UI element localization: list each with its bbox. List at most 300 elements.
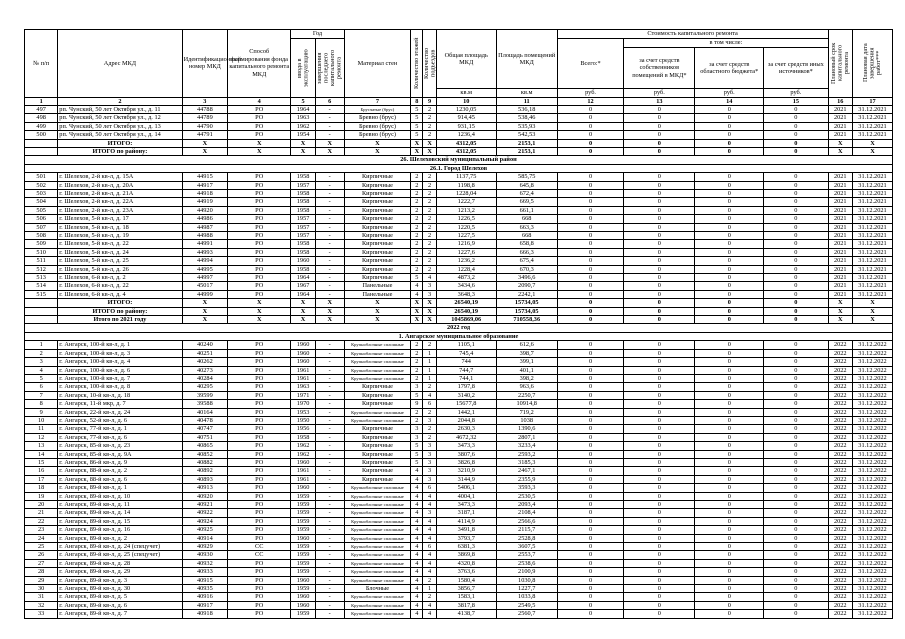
table-cell: Крупноблочные сплошные [344,610,411,618]
table-cell: 4004,1 [436,492,496,500]
table-cell: Кирпичные [344,400,411,408]
table-cell: 3 [411,425,423,433]
table-cell: рп. Чунский, 50 лет Октября ул., д. 13 [58,122,182,130]
total-row [25,299,893,307]
table-cell: 1960 [291,458,315,466]
table-cell: 0 [624,307,695,315]
table-cell: 0 [695,458,764,466]
table-cell: 4 [411,543,423,551]
table-cell: 2528,8 [496,534,557,542]
table-cell: 2 [423,215,436,223]
table-row [25,408,893,416]
table-cell: 0 [624,122,695,130]
table-cell: 31.12.2022 [852,484,892,492]
table-cell: - [315,374,344,382]
table-cell: 0 [557,131,624,139]
table-cell: г. Ангарск, 89-й кв-л, д. 10 [58,492,182,500]
table-cell: 4 [423,391,436,399]
table-cell: 1960 [291,358,315,366]
table-cell: 44917 [182,181,228,189]
table-cell: 31.12.2022 [852,534,892,542]
table-cell: РО [228,585,291,593]
header-id: Идентификационный номер МКД [182,30,228,98]
table-cell: 3 [25,358,58,366]
table-cell: 44790 [182,122,228,130]
table-cell: 0 [557,282,624,290]
table-cell: 9 [25,408,58,416]
table-cell: 1583,1 [436,593,496,601]
table-cell: 507 [25,223,58,231]
table-cell: 31.12.2022 [852,450,892,458]
table-cell: Кирпичные [344,433,411,441]
table-cell: Кирпичные [344,458,411,466]
column-number: 12 [557,97,624,105]
table-cell: 0 [557,358,624,366]
table-cell: 2 [423,576,436,584]
table-cell: 2021 [828,131,852,139]
table-cell: 0 [624,391,695,399]
table-cell: г. Ангарск, 11-й мкр, д. 7 [58,400,182,408]
table-cell: X [315,139,344,147]
table-cell: 31.12.2021 [852,223,892,231]
table-cell: 31.12.2022 [852,358,892,366]
table-cell: 2022 [828,534,852,542]
table-cell: 0 [695,240,764,248]
table-cell: - [315,585,344,593]
table-cell: 1953 [291,408,315,416]
table-cell: РО [228,374,291,382]
table-cell: 498 [25,114,58,122]
header-no: № п/п [25,30,58,98]
table-cell: 2021 [828,274,852,282]
table-cell: 0 [695,341,764,349]
table-cell: 0 [764,248,828,256]
table-cell: 0 [557,475,624,483]
table-cell: X [182,147,228,155]
table-cell: 0 [764,568,828,576]
table-cell: 0 [624,467,695,475]
table-cell: 0 [695,425,764,433]
table-row [25,248,893,256]
table-cell: 2021 [828,198,852,206]
table-cell: 0 [695,576,764,584]
table-cell: 4 [423,534,436,542]
table-cell: 2 [423,265,436,273]
table-cell: X [344,147,411,155]
table-cell: Крупноблочные сплошные [344,366,411,374]
table-cell: 3144,9 [436,475,496,483]
table-cell: 11 [25,425,58,433]
table-cell: 15734,05 [496,299,557,307]
table-cell: 31.12.2022 [852,374,892,382]
table-cell: г. Ангарск, 89-й кв-л, д. 28 [58,559,182,567]
table-cell: 0 [624,501,695,509]
table-cell: 2022 [828,543,852,551]
table-cell: 26540,19 [436,307,496,315]
table-cell: 2 [411,265,423,273]
table-cell: 0 [695,307,764,315]
table-cell: 502 [25,181,58,189]
table-cell: 0 [557,240,624,248]
table-cell: X [291,299,315,307]
table-cell: 0 [764,526,828,534]
table-cell: X [423,307,436,315]
table-cell: 1230,05 [436,105,496,113]
table-cell: г. Ангарск, 88-й кв-л, д. 2 [58,467,182,475]
table-cell: 0 [695,114,764,122]
table-cell: 1236,2 [436,257,496,265]
table-cell: 2022 [828,391,852,399]
table-cell: 0 [624,458,695,466]
table-cell: 2093,4 [496,501,557,509]
table-cell: 2022 [828,358,852,366]
table-cell: 0 [557,400,624,408]
table-cell: 2242,1 [496,290,557,298]
table-cell: 0 [557,366,624,374]
table-cell: г. Ангарск, 85-й кв-л, д. 23 [58,442,182,450]
table-cell: X [182,139,228,147]
table-cell: 31.12.2021 [852,181,892,189]
table-cell: 0 [695,610,764,618]
table-cell: 0 [695,215,764,223]
table-cell: 0 [557,484,624,492]
table-row [25,442,893,450]
table-cell: 0 [764,173,828,181]
table-cell: 0 [624,383,695,391]
table-cell: - [315,467,344,475]
table-cell: Крупноблочные сплошные [344,568,411,576]
table-cell: 4 [411,568,423,576]
table-cell: 40164 [182,408,228,416]
table-cell: 2 [411,206,423,214]
table-cell: X [315,316,344,324]
table-cell: 2021 [828,240,852,248]
table-row [25,383,893,391]
table-cell: 40915 [182,576,228,584]
table-cell: 5 [411,274,423,282]
table-cell: 31.12.2022 [852,568,892,576]
table-cell: 0 [624,543,695,551]
table-cell: 1958 [291,206,315,214]
header-src-owners: за счет средств собственников помещений в МКД* [624,48,695,89]
table-cell: 672,4 [496,189,557,197]
table-cell: - [315,492,344,500]
table-cell: X [315,147,344,155]
table-cell: 0 [764,139,828,147]
table-cell: - [315,274,344,282]
table-cell: 3434,6 [436,282,496,290]
table-cell: 44987 [182,223,228,231]
table-row [25,585,893,593]
table-cell: 0 [695,257,764,265]
table-cell: - [315,248,344,256]
table-cell: РО [228,425,291,433]
table-cell: 542,53 [496,131,557,139]
header-end: Плановая дата завершения работ*** [852,30,892,98]
table-cell: 0 [624,585,695,593]
table-cell: 1 [25,341,58,349]
table-cell: 1961 [291,475,315,483]
table-cell: 1962 [291,442,315,450]
table-cell: 0 [764,450,828,458]
table-cell: 3607,5 [496,543,557,551]
header-unit-sqm-premises: кв.м [496,89,557,98]
table-cell: 0 [695,416,764,424]
table-cell: 6 [423,400,436,408]
table-cell: 2153,1 [496,147,557,155]
table-cell: 515 [25,290,58,298]
table-row [25,501,893,509]
header-total: Всего:* [557,39,624,89]
table-row [25,114,893,122]
section-heading: 26.1. Город Шелехов [25,164,893,172]
table-cell: 2022 [828,576,852,584]
table-cell: 4 [423,492,436,500]
table-cell: 28 [25,568,58,576]
table-cell: 0 [695,484,764,492]
table-cell: 1958 [291,433,315,441]
table-cell: 0 [764,105,828,113]
table-cell: Кирпичные [344,223,411,231]
table-cell: 0 [695,206,764,214]
table-cell: Панельные [344,290,411,298]
table-cell: 31.12.2022 [852,341,892,349]
table-cell: 40852 [182,450,228,458]
table-cell: 40251 [182,349,228,357]
table-cell: Кирпичные [344,274,411,282]
table-cell: X [852,307,892,315]
table-cell: 1220,5 [436,223,496,231]
table-cell: 2 [411,223,423,231]
table-cell: 0 [557,349,624,357]
table-cell: 0 [557,198,624,206]
table-cell: 0 [695,139,764,147]
table-cell: - [315,173,344,181]
table-cell: г. Ангарск, 89-й кв-л, д. 24 (спецучет) [58,543,182,551]
table-cell: 1105,1 [436,341,496,349]
table-cell: Брусчатые (брус) [344,105,411,113]
table-cell: 8 [25,400,58,408]
table-cell: Крупноблочные сплошные [344,358,411,366]
table-cell: 31.12.2022 [852,349,892,357]
table-cell: РО [228,458,291,466]
table-cell: - [315,257,344,265]
table-cell: 2022 [828,458,852,466]
table-cell: 2022 [828,467,852,475]
table-cell: 0 [624,198,695,206]
table-cell: г. Шелехов, 6-й кв-л, д. 4 [58,290,182,298]
table-cell: 0 [764,601,828,609]
table-cell: 3869,8 [436,551,496,559]
table-row [25,593,893,601]
table-cell: 0 [557,299,624,307]
table-cell: 1038 [496,416,557,424]
table-cell: РО [228,526,291,534]
table-cell: 0 [764,585,828,593]
table-cell: - [315,240,344,248]
table-cell: 0 [695,131,764,139]
table-cell: 2 [423,189,436,197]
table-row [25,105,893,113]
header-year-last-repair: завершения последнего капитального ремонта [315,39,344,98]
table-cell: 1216,9 [436,240,496,248]
table-cell: 0 [557,223,624,231]
table-cell: 0 [695,585,764,593]
table-cell: РО [228,248,291,256]
table-row [25,189,893,197]
table-cell: - [315,551,344,559]
table-cell: 1959 [291,543,315,551]
table-cell: 2560,7 [496,610,557,618]
table-cell: 45017 [182,282,228,290]
table-cell: 2108,4 [496,509,557,517]
table-cell: 1957 [291,223,315,231]
table-cell: 40917 [182,601,228,609]
table-cell: 0 [557,290,624,298]
table-cell: 3473,3 [436,442,496,450]
table-cell: 23 [25,526,58,534]
table-cell: 31.12.2021 [852,232,892,240]
table-cell: 0 [764,189,828,197]
column-number: 15 [764,97,828,105]
table-cell: X [423,299,436,307]
table-cell [25,316,58,324]
table-cell: РО [228,114,291,122]
table-cell: 510 [25,248,58,256]
table-cell: 31.12.2022 [852,433,892,441]
table-cell: 4 [411,601,423,609]
table-cell: 0 [764,492,828,500]
table-cell: 3187,1 [436,509,496,517]
table-cell: 2021 [828,173,852,181]
table-cell: 40892 [182,467,228,475]
table-cell: 44788 [182,105,228,113]
table-cell: 2553,7 [496,551,557,559]
table-cell: X [344,316,411,324]
table-cell: Бревно (брус) [344,122,411,130]
table-cell: X [411,139,423,147]
table-cell: Крупноблочные сплошные [344,526,411,534]
table-cell: 4 [423,568,436,576]
table-cell: 44997 [182,274,228,282]
table-cell: 31.12.2022 [852,559,892,567]
table-cell: 0 [557,139,624,147]
table-cell: 0 [764,181,828,189]
column-numbers-row [25,97,893,105]
table-cell: 1961 [291,366,315,374]
table-cell: 3793,7 [436,534,496,542]
table-cell: 3 [423,467,436,475]
table-cell: 33 [25,610,58,618]
table-cell: СС [228,543,291,551]
table-cell: 0 [557,585,624,593]
table-cell: 2044,8 [436,416,496,424]
table-cell: 1959 [291,517,315,525]
table-cell: 1960 [291,484,315,492]
table-cell: 31.12.2021 [852,274,892,282]
table-cell: 31.12.2021 [852,265,892,273]
header-src-region: за счет средств областного бюджета* [695,48,764,89]
table-cell: 13 [25,442,58,450]
table-cell: 4 [423,559,436,567]
table-cell: 645,8 [496,181,557,189]
table-cell: - [315,517,344,525]
table-cell: 744,1 [436,374,496,382]
table-cell: 31.12.2022 [852,383,892,391]
table-cell: 2 [423,248,436,256]
table-cell: 0 [557,105,624,113]
table-cell: 2 [423,232,436,240]
table-cell: 0 [557,509,624,517]
table-cell: 2022 [828,433,852,441]
header-incl: в том числе: [624,39,828,48]
table-cell: 40865 [182,442,228,450]
table-cell: 40920 [182,492,228,500]
table-cell: - [315,433,344,441]
table-cell: 0 [764,534,828,542]
table-cell: 0 [624,408,695,416]
table-cell: 1962 [291,122,315,130]
table-row [25,122,893,130]
table-cell: 0 [624,492,695,500]
table-cell: 2549,5 [496,601,557,609]
table-cell: г. Ангарск, 88-й кв-л, д. 6 [58,475,182,483]
table-cell: 4312,05 [436,147,496,155]
column-number: 9 [423,97,436,105]
table-cell: - [315,534,344,542]
table-cell: РО [228,450,291,458]
table-cell: - [315,543,344,551]
table-cell: 1960 [291,341,315,349]
table-cell: X [344,139,411,147]
table-row [25,425,893,433]
table-cell: г. Ангарск, 22-й кв-л, д. 24 [58,408,182,416]
table-cell: X [344,299,411,307]
table-cell: 745,4 [436,349,496,357]
table-cell: 2022 [828,559,852,567]
table-cell: ИТОГО по району: [58,307,182,315]
table-cell: - [315,509,344,517]
table-cell: 666,3 [496,248,557,256]
table-cell: 1950 [291,416,315,424]
table-cell: 2022 [828,416,852,424]
table-cell: 2021 [828,122,852,130]
table-row [25,509,893,517]
table-cell: Кирпичные [344,189,411,197]
table-cell: 0 [764,576,828,584]
table-cell: 31.12.2021 [852,282,892,290]
table-cell: 0 [695,593,764,601]
table-cell: 661,1 [496,206,557,214]
table-cell: г. Ангарск, 77-й кв-л, д. 6 [58,433,182,441]
table-cell: 2538,6 [496,559,557,567]
table-cell: 4 [411,290,423,298]
table-cell: 31.12.2021 [852,290,892,298]
table-cell: 2 [423,173,436,181]
table-cell: 40935 [182,585,228,593]
table-cell: 3210,9 [436,467,496,475]
table-row [25,198,893,206]
table-cell: 0 [695,408,764,416]
table-cell: 2021 [828,223,852,231]
table-cell: X [291,307,315,315]
table-cell: - [315,341,344,349]
table-cell [25,299,58,307]
table-cell: 0 [624,105,695,113]
table-cell: 3763,6 [436,568,496,576]
table-cell: 2 [423,408,436,416]
table-cell: 31.12.2021 [852,240,892,248]
